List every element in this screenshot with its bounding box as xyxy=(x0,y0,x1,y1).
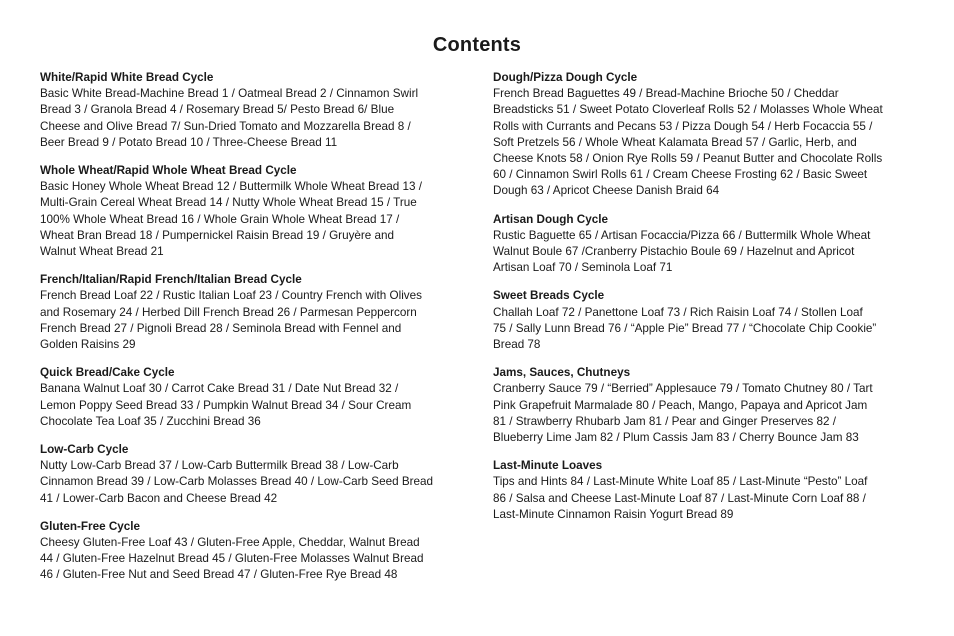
section-heading: Jams, Sauces, Chutneys xyxy=(493,366,631,380)
left-column xyxy=(40,70,470,596)
section-heading: Sweet Breads Cycle xyxy=(493,289,605,303)
section-entries: Rustic Baguette 65 / Artisan Focaccia/Pizza 66 / Buttermilk Whole Wheat Walnut Boule 67 /Cranberry Pistachio Boule 69 / Hazelnut and Apricot Artisan Loaf 70 / Seminola Loaf 71 xyxy=(493,228,871,275)
section-heading: Last-Minute Loaves xyxy=(493,459,603,473)
section-heading: Low-Carb Cycle xyxy=(40,443,129,457)
section-entries: French Bread Baguettes 49 / Bread-Machine Brioche 50 / Cheddar Breadsticks 51 / Sweet Potato Cloverleaf Rolls 52 / Molasses Whole Wheat Rolls with Currants and Pecans 53 / Pizza Dough 54 / Herb Focaccia 55 / Soft Pretzels 56 / Whole Wheat Kalamata Bread 57 / Garlic, Herb, and Cheese Knots 58 / Onion Rye Rolls 59 / Peanut Butter and Chocolate Rolls 60 / Cinnamon Swirl Rolls 61 / Cream Cheese Frosting 62 / Basic Sweet Dough 63 / Apricot Cheese Danish Braid 64 xyxy=(493,87,883,198)
section-heading: Artisan Dough Cycle xyxy=(493,212,608,226)
section-heading: Gluten-Free Cycle xyxy=(40,519,141,533)
section-heading: Dough/Pizza Dough Cycle xyxy=(493,71,638,84)
section-entries: Banana Walnut Loaf 30 / Carrot Cake Bread 31 / Date Nut Bread 32 / Lemon Poppy Seed Bread 33 / Pumpkin Walnut Bread 34 / Sour Cream Chocolate Tea Loaf 35 / Zucchini Bread 36 xyxy=(40,382,412,428)
section-entries: Tips and Hints 84 / Last-Minute White Loaf 85 / Last-Minute “Pesto” Loaf 86 / Salsa and Cheese Last-Minute Loaf 87 / Last-Minute Corn Loaf 88 / Last-Minute Cinnamon Raisin Yogurt Bread 89 xyxy=(493,475,868,521)
section-heading: Quick Bread/Cake Cycle xyxy=(40,366,175,380)
section-entries: French Bread Loaf 22 / Rustic Italian Loaf 23 / Country French with Olives and Rosemary 24 / Herbed Dill French Bread 26 / Parmesan Peppercorn French Bread 27 / Pignoli Bread 28 / Seminola Bread with Fennel and Golden Raisins 29 xyxy=(40,289,422,352)
section-entries: Cranberry Sauce 79 / “Berried” Applesauce 79 / Tomato Chutney 80 / Tart Pink Grapefruit Marmalade 80 / Peach, Mango, Papaya and Apricot Jam 81 / Strawberry Rhubarb Jam 81 / Pear and Ginger Preserves 82 / Blueberry Lime Jam 82 / Plum Cassis Jam 83 / Cherry Bounce Jam 83 xyxy=(493,382,873,445)
section-entries: Basic Honey Whole Wheat Bread 12 / Buttermilk Whole Wheat Bread 13 / Multi-Grain Cereal Wheat Bread 14 / Nutty Whole Wheat Bread 15 / True 100% Whole Wheat Bread 16 / Whole Grain Whole Wheat Bread 17 / Wheat Bran Bread 18 / Pumpernickel Raisin Bread 19 / Gruyère and Walnut Wheat Bread 21 xyxy=(40,180,422,259)
section-french-italian xyxy=(40,272,470,353)
section-heading: French/Italian/Rapid French/Italian Bread Cycle xyxy=(40,273,302,287)
section-entries: Nutty Low-Carb Bread 37 / Low-Carb Buttermilk Bread 38 / Low-Carb Cinnamon Bread 39 / Low-Carb Molasses Bread 40 / Low-Carb Seed Bread 41 / Lower-Carb Bacon and Cheese Bread 42 xyxy=(40,459,434,505)
section-gluten-free xyxy=(40,519,470,584)
section-entries: Cheesy Gluten-Free Loaf 43 / Gluten-Free Apple, Cheddar, Walnut Bread 44 / Gluten-Free Hazelnut Bread 45 / Gluten-Free Molasses Walnut Bread 46 / Gluten-Free Nut and Seed Bread 47 / Gluten-Free Rye Bread 48 xyxy=(40,536,424,582)
section-last-minute xyxy=(493,458,919,523)
section-quick-bread xyxy=(40,365,470,430)
section-jams-sauces xyxy=(493,365,919,446)
section-heading: Whole Wheat/Rapid Whole Wheat Bread Cycle xyxy=(40,164,297,178)
section-entries: Basic White Bread-Machine Bread 1 / Oatmeal Bread 2 / Cinnamon Swirl Bread 3 / Granola Bread 4 / Rosemary Bread 5/ Pesto Bread 6/ Blue Cheese and Olive Bread 7/ Sun-Dried Tomato and Mozzarella Bread 8 / Beer Bread 9 / Potato Bread 10 / Three-Cheese Bread 11 xyxy=(40,87,419,149)
section-whole-wheat xyxy=(40,163,470,260)
section-heading: White/Rapid White Bread Cycle xyxy=(40,71,214,84)
right-column xyxy=(493,70,919,535)
section-dough xyxy=(493,70,919,200)
section-white-bread xyxy=(40,70,470,151)
page-title: Contents xyxy=(432,34,522,56)
section-sweet-breads xyxy=(493,288,919,353)
section-entries: Challah Loaf 72 / Panettone Loaf 73 / Rich Raisin Loaf 74 / Stollen Loaf 75 / Sally Lunn Bread 76 / “Apple Pie” Bread 77 / “Chocolate Chip Cookie” Bread 78 xyxy=(493,305,877,352)
section-low-carb xyxy=(40,442,470,507)
section-artisan-dough xyxy=(493,212,919,277)
